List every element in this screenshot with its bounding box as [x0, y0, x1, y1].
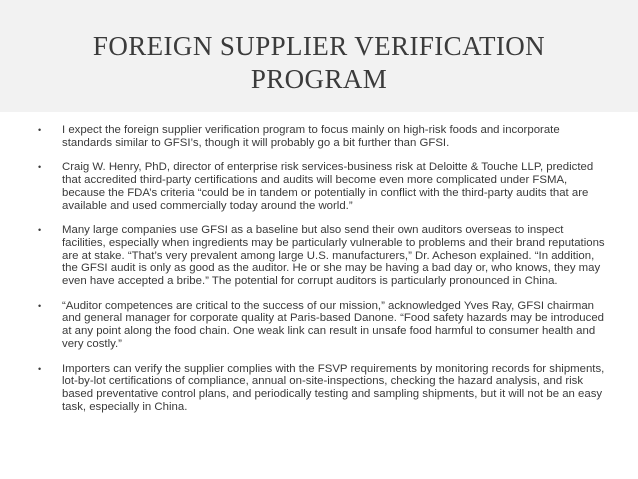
slide-title: [20, 30, 618, 96]
bullet-item: [34, 161, 608, 212]
bullet-marker: •: [38, 162, 42, 173]
bullet-list: [34, 124, 608, 425]
bullet-marker: •: [38, 225, 42, 236]
bullet-item: [34, 224, 608, 288]
bullet-item: [34, 300, 608, 351]
bullet-text: Importers can verify the supplier complies with the FSVP requirements by monitoring records for shipments, lot-by-lot certifications of compliance, annual on-site-inspections, checking the hazard analysis, and risk based preventative control plans, and periodically testing and sampling shipments, but it will not be an easy task, especially in China.: [62, 362, 605, 413]
bullet-item: [34, 124, 608, 149]
slide-title-line-2: PROGRAM: [250, 64, 388, 94]
bullet-text: “Auditor competences are critical to the success of our mission,” acknowledged Yves Ray, GFSI chairman and general manager for corporate quality at Paris-based Danone. “Food safety hazards may be introduced at any point along the food chain. One weak link can result in unsafe food harmful to consumer health and very costly.”: [62, 299, 605, 350]
bullet-marker: •: [38, 125, 42, 135]
bullet-item: [34, 363, 608, 414]
slide-title-line-1: FOREIGN SUPPLIER VERIFICATION: [92, 31, 546, 61]
bullet-marker: •: [38, 363, 42, 374]
bullet-text: I expect the foreign supplier verification program to focus mainly on high-risk foods and incorporate standards similar to GFSI’s, though it will probably go a bit further than GFSI.: [62, 124, 560, 149]
bullet-text: Many large companies use GFSI as a baseline but also send their own auditors overseas to inspect facilities, especially when ingredients may be particularly vulnerable to problems and their brand reputations are at stake. “That’s very prevalent among large U.S. manufacturers,” Dr. Acheson explained. “In addition, the GFSI audit is only as good as the auditor. He or she may be having a bad day or, who knows, they may even have accepted a bribe.” The potential for corrupt auditors is particularly pronounced in China.: [62, 224, 605, 288]
bullet-text: Craig W. Henry, PhD, director of enterprise risk services-business risk at Deloitte & Touche LLP, predicted that accredited third-party certifications and audits will become even more complicated under FSMA, because the FDA’s criteria “could be in tandem or potentially in conflict with the third-party audits that are available and used commercially today around the world.”: [62, 161, 594, 212]
bullet-marker: •: [38, 300, 42, 311]
